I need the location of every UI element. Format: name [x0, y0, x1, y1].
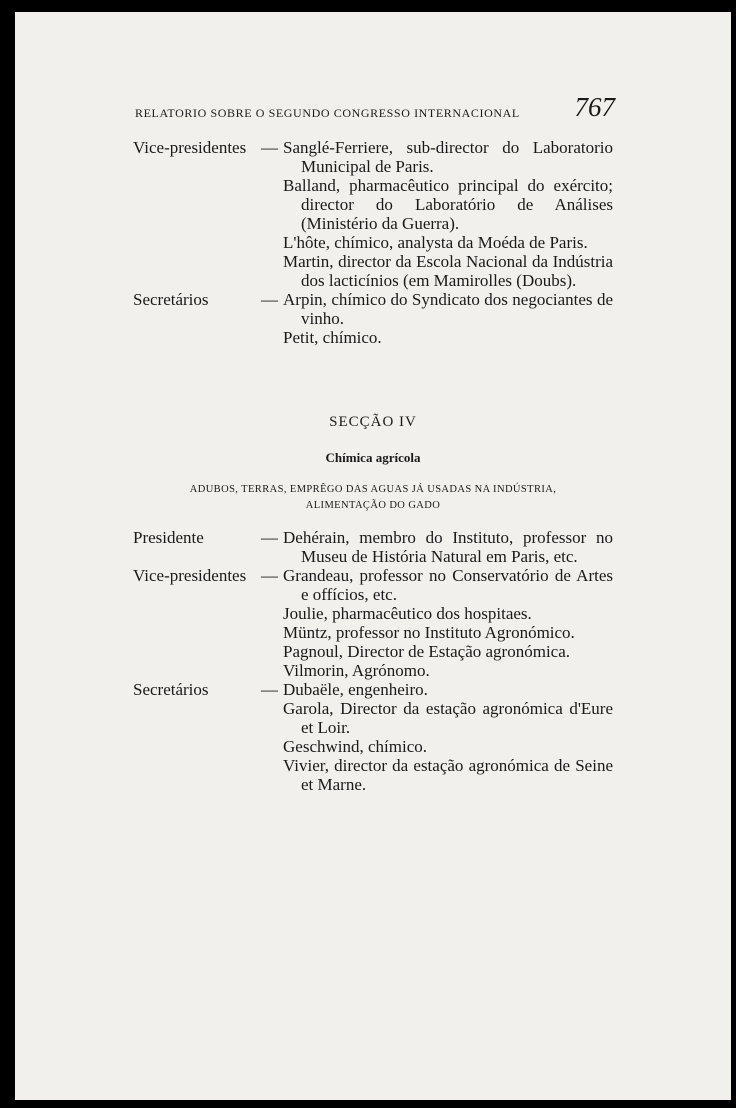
page-number: 767 [574, 92, 615, 122]
officer-entry [133, 290, 613, 328]
em-dash: — [261, 138, 278, 157]
officer-entry [133, 233, 613, 252]
officer-entry [133, 528, 613, 566]
officer-description: Dehérain, membro do Instituto, professor no Museu de História Natural em Paris, etc. [283, 528, 613, 566]
officer-entry [133, 252, 613, 290]
section-title: Chímica agrícola [325, 450, 421, 465]
officer-description: Arpin, chímico do Syndicato dos negociantes de vinho. [283, 290, 613, 328]
section-number: SECÇÃO IV [329, 414, 417, 430]
officer-description: Pagnoul, Director de Estação agronómica. [283, 642, 571, 661]
header-title: RELATORIO SOBRE O SEGUNDO CONGRESSO INTERNACIONAL [135, 106, 520, 120]
em-dash: — [261, 566, 278, 585]
officer-entry [133, 642, 613, 661]
officer-entry [133, 138, 613, 176]
section-subtitle-line-1: ADUBOS, TERRAS, EMPRÊGO DAS AGUAS JÁ USADAS NA INDÚSTRIA, [189, 484, 557, 495]
officer-description: Vilmorin, Agrónomo. [283, 661, 430, 680]
officer-entry [133, 604, 613, 623]
officer-entry [133, 566, 613, 604]
officer-role: Secretários [133, 680, 209, 699]
em-dash: — [261, 528, 278, 547]
officer-description: Sanglé-Ferriere, sub-director do Laboratorio Municipal de Paris. [283, 138, 613, 176]
document-page [15, 12, 731, 1100]
officer-entry [133, 699, 613, 737]
officer-description: Müntz, professor no Instituto Agronómico. [283, 623, 575, 642]
officer-description: Balland, pharmacêutico principal do exército; director do Laboratório de Análises (Ministério da Guerra). [283, 176, 613, 233]
officer-entry [133, 737, 613, 756]
officer-description: Geschwind, chímico. [283, 737, 427, 756]
em-dash: — [261, 680, 278, 699]
officer-description: Grandeau, professor no Conservatório de Artes e offícios, etc. [283, 566, 613, 604]
section-subtitle-line-2: ALIMENTAÇÃO DO GADO [305, 500, 441, 511]
officer-role: Secretários [133, 290, 209, 309]
officers-list-section-3 [133, 138, 613, 347]
officer-description: Vivier, director da estação agronómica de Seine et Marne. [283, 756, 613, 794]
officer-role: Vice-presidentes [133, 138, 247, 157]
officer-description: Garola, Director da estação agronómica d'Eure et Loir. [283, 699, 613, 737]
officer-description: Joulie, pharmacêutico dos hospitaes. [283, 604, 532, 623]
officer-entry [133, 680, 613, 699]
officer-description: Dubaële, engenheiro. [283, 680, 428, 699]
section-subtitle [133, 482, 613, 514]
officer-role: Presidente [133, 528, 204, 547]
officer-entry [133, 661, 613, 680]
officer-entry [133, 623, 613, 642]
officer-entry [133, 176, 613, 233]
officer-role: Vice-presidentes [133, 566, 247, 585]
em-dash: — [261, 290, 278, 309]
officer-description: Martin, director da Escola Nacional da Indústria dos lacticínios (em Mamirolles (Doubs). [283, 252, 613, 290]
officer-description: Petit, chímico. [283, 328, 382, 347]
running-header [135, 92, 615, 122]
officer-entry [133, 756, 613, 794]
officers-list-section-4 [133, 528, 613, 794]
officer-entry [133, 328, 613, 347]
officer-description: L'hôte, chímico, analysta da Moéda de Paris. [283, 233, 588, 252]
